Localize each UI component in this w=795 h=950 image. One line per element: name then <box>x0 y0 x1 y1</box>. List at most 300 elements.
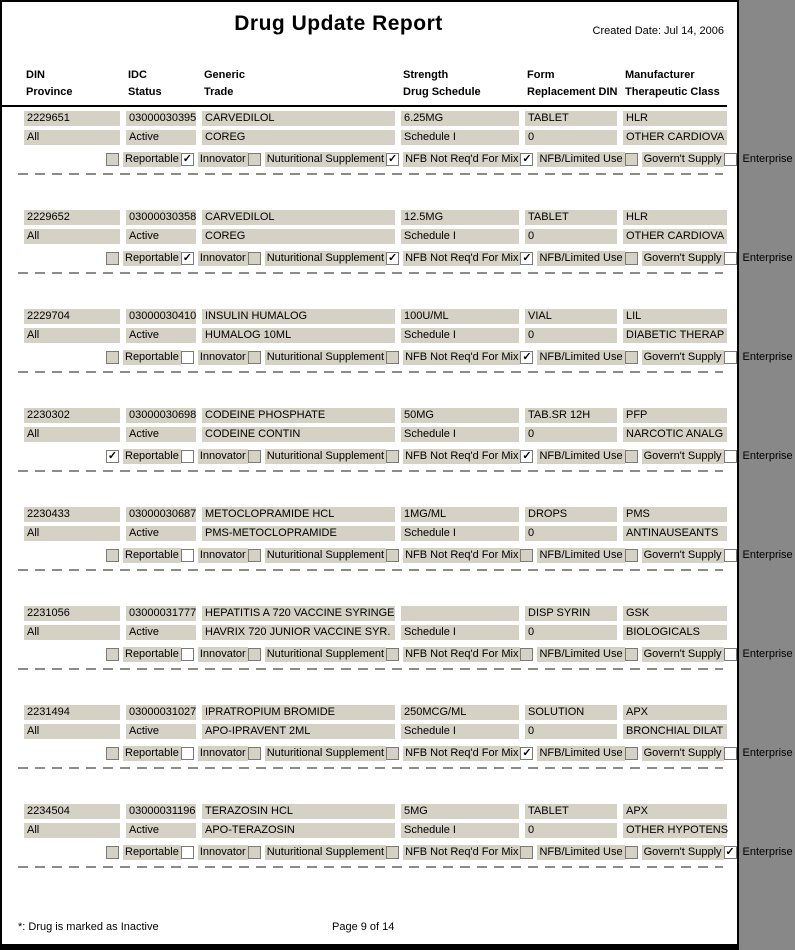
replacement-din-value: 0 <box>525 823 617 838</box>
header-din: DIN <box>26 69 45 81</box>
nutritional-supplement-label: Nuturitional Supplement <box>266 845 385 858</box>
government-supply-checkbox <box>625 351 638 364</box>
province-value: All <box>24 427 120 442</box>
enterprise-label: Enterprise <box>742 251 793 264</box>
innovator-flag <box>181 845 248 860</box>
government-supply-label: Govern't Supply <box>643 251 722 264</box>
therapeutic-class-value: BRONCHIAL DILAT <box>623 724 727 739</box>
drug-schedule-value: Schedule I <box>401 130 519 145</box>
government-supply-checkbox <box>625 153 638 166</box>
nutritional-supplement-checkbox <box>248 351 261 364</box>
nutritional-supplement-checkbox <box>248 648 261 661</box>
enterprise-label: Enterprise <box>742 350 793 363</box>
government-supply-checkbox <box>625 747 638 760</box>
manufacturer-value: LIL <box>623 309 727 324</box>
status-value: Active <box>126 526 196 541</box>
record-row-1 <box>24 111 727 126</box>
manufacturer-value: HLR <box>623 111 727 126</box>
record-block <box>2 602 793 701</box>
trade-value: APO-IPRAVENT 2ML <box>202 724 395 739</box>
form-value: TABLET <box>525 804 617 819</box>
innovator-checkbox <box>181 747 194 760</box>
nutritional-supplement-checkbox <box>248 747 261 760</box>
province-value: All <box>24 823 120 838</box>
reportable-flag <box>106 647 181 662</box>
drug-schedule-value: Schedule I <box>401 625 519 640</box>
enterprise-flag <box>724 350 795 365</box>
trade-value: COREG <box>202 229 395 244</box>
trade-value: PMS-METOCLOPRAMIDE <box>202 526 395 541</box>
manufacturer-value: APX <box>623 705 727 720</box>
drug-schedule-value: Schedule I <box>401 229 519 244</box>
nfb-not-reqd-label: NFB Not Req'd For Mix <box>405 251 519 264</box>
table-header <box>2 68 727 107</box>
strength-value: 250MCG/ML <box>401 705 519 720</box>
innovator-label: Innovator <box>199 746 246 759</box>
header-province: Province <box>26 86 73 98</box>
therapeutic-class-value: NARCOTIC ANALG <box>623 427 727 442</box>
innovator-flag <box>181 548 248 563</box>
replacement-din-value: 0 <box>525 328 617 343</box>
nfb-not-reqd-checkbox <box>386 648 399 661</box>
records <box>2 107 793 899</box>
enterprise-checkbox <box>724 153 737 166</box>
form-value: TABLET <box>525 210 617 225</box>
trade-value: HAVRIX 720 JUNIOR VACCINE SYR. <box>202 625 395 640</box>
din-value: 2231494 <box>24 705 120 720</box>
enterprise-label: Enterprise <box>742 152 793 165</box>
nfb-not-reqd-label: NFB Not Req'd For Mix <box>405 449 519 462</box>
idc-value: 03000031777 <box>126 606 196 621</box>
nfb-not-reqd-checkbox <box>386 549 399 562</box>
flags-row <box>106 151 793 167</box>
nfb-limited-use-checkbox: ✓ <box>522 152 532 165</box>
enterprise-checkbox <box>724 450 737 463</box>
idc-value: 03000031027 <box>126 705 196 720</box>
innovator-checkbox <box>181 846 194 859</box>
inactive-footnote: *: Drug is marked as Inactive <box>18 921 159 933</box>
nutritional-supplement-flag <box>248 845 386 860</box>
enterprise-flag <box>724 647 795 662</box>
nfb-not-reqd-label: NFB Not Req'd For Mix <box>405 152 519 165</box>
government-supply-checkbox <box>625 648 638 661</box>
nfb-not-reqd-checkbox <box>386 351 399 364</box>
record-row-1 <box>24 210 727 225</box>
record-separator <box>18 272 723 274</box>
enterprise-checkbox <box>724 747 737 760</box>
nutritional-supplement-flag <box>248 647 386 662</box>
province-value: All <box>24 328 120 343</box>
flags-row <box>106 844 793 860</box>
din-value: 2229651 <box>24 111 120 126</box>
replacement-din-value: 0 <box>525 229 617 244</box>
nfb-not-reqd-flag <box>386 845 520 860</box>
table-header-row-2 <box>24 85 727 99</box>
nfb-not-reqd-flag <box>386 647 520 662</box>
record-row-2 <box>24 625 727 640</box>
trade-value: HUMALOG 10ML <box>202 328 395 343</box>
nfb-limited-use-label: NFB/Limited Use <box>539 746 623 759</box>
record-block <box>2 800 793 899</box>
record-block <box>2 701 793 800</box>
government-supply-checkbox <box>625 549 638 562</box>
strength-value: 1MG/ML <box>401 507 519 522</box>
government-supply-flag <box>625 251 724 266</box>
reportable-flag <box>106 746 181 761</box>
nfb-limited-use-flag <box>520 152 624 167</box>
record-block <box>2 503 793 602</box>
innovator-checkbox <box>181 351 194 364</box>
enterprise-checkbox: ✓ <box>725 845 735 858</box>
nfb-not-reqd-checkbox: ✓ <box>388 251 398 264</box>
innovator-label: Innovator <box>199 152 246 165</box>
enterprise-label: Enterprise <box>742 548 793 561</box>
enterprise-flag <box>724 746 795 761</box>
innovator-label: Innovator <box>199 548 246 561</box>
province-value: All <box>24 526 120 541</box>
flags-row <box>106 547 793 563</box>
status-value: Active <box>126 130 196 145</box>
reportable-flag <box>106 251 181 266</box>
nfb-limited-use-flag <box>520 845 624 860</box>
nfb-limited-use-checkbox: ✓ <box>522 350 532 363</box>
nutritional-supplement-checkbox <box>248 252 261 265</box>
enterprise-label: Enterprise <box>742 746 793 759</box>
nfb-limited-use-flag <box>520 548 624 563</box>
trade-value: CODEINE CONTIN <box>202 427 395 442</box>
nfb-not-reqd-label: NFB Not Req'd For Mix <box>405 647 519 660</box>
status-value: Active <box>126 625 196 640</box>
page-number: Page 9 of 14 <box>332 921 395 933</box>
government-supply-label: Govern't Supply <box>643 449 722 462</box>
reportable-label: Reportable <box>125 350 179 363</box>
nutritional-supplement-flag <box>248 251 386 266</box>
header-replacement-din: Replacement DIN <box>527 86 618 98</box>
strength-value <box>401 606 519 621</box>
generic-value: CARVEDILOL <box>202 111 395 126</box>
nutritional-supplement-flag <box>248 449 386 464</box>
record-separator <box>18 569 723 571</box>
form-value: DISP SYRIN <box>525 606 617 621</box>
province-value: All <box>24 724 120 739</box>
header-idc: IDC <box>128 69 147 81</box>
manufacturer-value: APX <box>623 804 727 819</box>
nfb-not-reqd-label: NFB Not Req'd For Mix <box>405 548 519 561</box>
reportable-flag <box>106 350 181 365</box>
nfb-limited-use-checkbox: ✓ <box>522 449 532 462</box>
innovator-checkbox <box>181 648 194 661</box>
enterprise-checkbox <box>724 351 737 364</box>
therapeutic-class-value: OTHER CARDIOVA <box>623 229 727 244</box>
government-supply-label: Govern't Supply <box>643 845 722 858</box>
reportable-checkbox: ✓ <box>107 449 118 462</box>
nutritional-supplement-checkbox <box>248 846 261 859</box>
form-value: TABLET <box>525 111 617 126</box>
innovator-flag <box>181 251 248 266</box>
record-row-1 <box>24 309 727 324</box>
reportable-checkbox <box>106 153 119 166</box>
drug-schedule-value: Schedule I <box>401 328 519 343</box>
therapeutic-class-value: OTHER CARDIOVA <box>623 130 727 145</box>
record-row-1 <box>24 705 727 720</box>
flags-row <box>106 646 793 662</box>
innovator-flag <box>181 746 248 761</box>
generic-value: TERAZOSIN HCL <box>202 804 395 819</box>
generic-value: METOCLOPRAMIDE HCL <box>202 507 395 522</box>
record-separator <box>18 866 723 868</box>
record-row-1 <box>24 606 727 621</box>
nfb-limited-use-checkbox <box>520 648 533 661</box>
reportable-label: Reportable <box>125 647 179 660</box>
record-row-2 <box>24 823 727 838</box>
record-row-1 <box>24 408 727 423</box>
status-value: Active <box>126 328 196 343</box>
nfb-limited-use-flag <box>520 647 624 662</box>
manufacturer-value: HLR <box>623 210 727 225</box>
status-value: Active <box>126 823 196 838</box>
nfb-not-reqd-flag <box>386 449 520 464</box>
idc-value: 03000030410 <box>126 309 196 324</box>
generic-value: HEPATITIS A 720 VACCINE SYRINGE <box>202 606 395 621</box>
innovator-flag <box>181 449 248 464</box>
nfb-limited-use-checkbox <box>520 846 533 859</box>
table-header-row-1 <box>24 68 727 82</box>
government-supply-checkbox <box>625 252 638 265</box>
reportable-checkbox <box>106 846 119 859</box>
header-manufacturer: Manufacturer <box>625 69 695 81</box>
status-value: Active <box>126 427 196 442</box>
din-value: 2231056 <box>24 606 120 621</box>
record-separator <box>18 371 723 373</box>
idc-value: 03000030687 <box>126 507 196 522</box>
nfb-limited-use-label: NFB/Limited Use <box>539 548 623 561</box>
therapeutic-class-value: OTHER HYPOTENS <box>623 823 727 838</box>
record-row-1 <box>24 507 727 522</box>
nutritional-supplement-flag <box>248 152 386 167</box>
replacement-din-value: 0 <box>525 130 617 145</box>
enterprise-flag <box>724 548 795 563</box>
record-row-2 <box>24 526 727 541</box>
innovator-label: Innovator <box>199 449 246 462</box>
idc-value: 03000031196 <box>126 804 196 819</box>
record-row-2 <box>24 724 727 739</box>
record-block <box>2 305 793 404</box>
nutritional-supplement-checkbox <box>248 153 261 166</box>
reportable-label: Reportable <box>125 251 179 264</box>
idc-value: 03000030395 <box>126 111 196 126</box>
nfb-limited-use-flag <box>520 251 624 266</box>
record-block <box>2 404 793 503</box>
enterprise-checkbox <box>724 549 737 562</box>
strength-value: 5MG <box>401 804 519 819</box>
reportable-label: Reportable <box>125 845 179 858</box>
replacement-din-value: 0 <box>525 625 617 640</box>
nutritional-supplement-label: Nuturitional Supplement <box>266 152 385 165</box>
record-row-2 <box>24 229 727 244</box>
din-value: 2230433 <box>24 507 120 522</box>
nfb-not-reqd-checkbox <box>386 450 399 463</box>
trade-value: COREG <box>202 130 395 145</box>
record-row-2 <box>24 427 727 442</box>
generic-value: CARVEDILOL <box>202 210 395 225</box>
nfb-not-reqd-checkbox: ✓ <box>388 152 398 165</box>
header-status: Status <box>128 86 162 98</box>
reportable-checkbox <box>106 351 119 364</box>
government-supply-flag <box>625 647 724 662</box>
nfb-limited-use-label: NFB/Limited Use <box>539 845 623 858</box>
nutritional-supplement-flag <box>248 350 386 365</box>
nutritional-supplement-label: Nuturitional Supplement <box>266 647 385 660</box>
nutritional-supplement-checkbox <box>248 549 261 562</box>
province-value: All <box>24 229 120 244</box>
government-supply-label: Govern't Supply <box>643 548 722 561</box>
enterprise-flag <box>724 152 795 167</box>
reportable-flag <box>106 845 181 860</box>
therapeutic-class-value: ANTINAUSEANTS <box>623 526 727 541</box>
province-value: All <box>24 130 120 145</box>
province-value: All <box>24 625 120 640</box>
trade-value: APO-TERAZOSIN <box>202 823 395 838</box>
enterprise-label: Enterprise <box>742 449 793 462</box>
nfb-limited-use-checkbox: ✓ <box>522 251 532 264</box>
page-title: Drug Update Report <box>234 12 443 35</box>
government-supply-flag <box>625 548 724 563</box>
nfb-not-reqd-checkbox <box>386 846 399 859</box>
innovator-checkbox: ✓ <box>182 152 192 165</box>
nfb-limited-use-label: NFB/Limited Use <box>539 647 623 660</box>
innovator-flag <box>181 350 248 365</box>
strength-value: 12.5MG <box>401 210 519 225</box>
government-supply-label: Govern't Supply <box>643 350 722 363</box>
replacement-din-value: 0 <box>525 526 617 541</box>
government-supply-flag <box>625 845 724 860</box>
manufacturer-value: GSK <box>623 606 727 621</box>
enterprise-label: Enterprise <box>742 845 793 858</box>
nfb-not-reqd-flag <box>386 251 520 266</box>
header-form: Form <box>527 69 555 81</box>
record-row-2 <box>24 328 727 343</box>
flags-row <box>106 448 793 464</box>
nutritional-supplement-label: Nuturitional Supplement <box>266 350 385 363</box>
enterprise-flag <box>724 251 795 266</box>
innovator-label: Innovator <box>199 350 246 363</box>
enterprise-checkbox <box>724 648 737 661</box>
reportable-checkbox <box>106 252 119 265</box>
din-value: 2229652 <box>24 210 120 225</box>
report-footer <box>2 921 737 936</box>
government-supply-flag <box>625 152 724 167</box>
nfb-limited-use-flag <box>520 350 624 365</box>
government-supply-flag <box>625 350 724 365</box>
nfb-not-reqd-label: NFB Not Req'd For Mix <box>405 350 519 363</box>
generic-value: CODEINE PHOSPHATE <box>202 408 395 423</box>
generic-value: INSULIN HUMALOG <box>202 309 395 324</box>
innovator-checkbox <box>181 549 194 562</box>
reportable-label: Reportable <box>125 152 179 165</box>
innovator-flag <box>181 647 248 662</box>
reportable-checkbox <box>106 648 119 661</box>
nfb-not-reqd-flag <box>386 350 520 365</box>
nutritional-supplement-label: Nuturitional Supplement <box>266 449 385 462</box>
innovator-flag <box>181 152 248 167</box>
nutritional-supplement-label: Nuturitional Supplement <box>266 548 385 561</box>
nfb-not-reqd-flag <box>386 152 520 167</box>
record-separator <box>18 173 723 175</box>
drug-schedule-value: Schedule I <box>401 427 519 442</box>
enterprise-flag <box>724 449 795 464</box>
din-value: 2229704 <box>24 309 120 324</box>
strength-value: 50MG <box>401 408 519 423</box>
government-supply-checkbox <box>625 450 638 463</box>
record-block <box>2 206 793 305</box>
nfb-not-reqd-label: NFB Not Req'd For Mix <box>405 845 519 858</box>
nfb-not-reqd-checkbox <box>386 747 399 760</box>
strength-value: 100U/ML <box>401 309 519 324</box>
status-value: Active <box>126 229 196 244</box>
government-supply-flag <box>625 449 724 464</box>
enterprise-label: Enterprise <box>742 647 793 660</box>
record-row-2 <box>24 130 727 145</box>
record-row-1 <box>24 804 727 819</box>
replacement-din-value: 0 <box>525 427 617 442</box>
created-date: Created Date: Jul 14, 2006 <box>592 25 724 37</box>
report-header <box>2 2 737 68</box>
innovator-label: Innovator <box>199 251 246 264</box>
manufacturer-value: PMS <box>623 507 727 522</box>
reportable-flag <box>106 449 181 464</box>
enterprise-checkbox <box>724 252 737 265</box>
record-separator <box>18 668 723 670</box>
enterprise-flag <box>724 845 795 860</box>
record-separator <box>18 767 723 769</box>
reportable-flag <box>106 548 181 563</box>
nfb-limited-use-flag <box>520 746 624 761</box>
replacement-din-value: 0 <box>525 724 617 739</box>
reportable-label: Reportable <box>125 548 179 561</box>
drug-schedule-value: Schedule I <box>401 526 519 541</box>
nfb-not-reqd-flag <box>386 746 520 761</box>
nfb-not-reqd-label: NFB Not Req'd For Mix <box>405 746 519 759</box>
drug-schedule-value: Schedule I <box>401 724 519 739</box>
header-generic: Generic <box>204 69 245 81</box>
flags-row <box>106 349 793 365</box>
nutritional-supplement-flag <box>248 746 386 761</box>
reportable-label: Reportable <box>125 449 179 462</box>
nfb-limited-use-label: NFB/Limited Use <box>539 449 623 462</box>
innovator-label: Innovator <box>199 647 246 660</box>
therapeutic-class-value: DIABETIC THERAP <box>623 328 727 343</box>
flags-row <box>106 250 793 266</box>
nfb-limited-use-label: NFB/Limited Use <box>539 251 623 264</box>
reportable-checkbox <box>106 747 119 760</box>
form-value: SOLUTION <box>525 705 617 720</box>
drug-schedule-value: Schedule I <box>401 823 519 838</box>
reportable-flag <box>106 152 181 167</box>
nutritional-supplement-label: Nuturitional Supplement <box>266 746 385 759</box>
record-separator <box>18 470 723 472</box>
status-value: Active <box>126 724 196 739</box>
nfb-limited-use-flag <box>520 449 624 464</box>
nutritional-supplement-flag <box>248 548 386 563</box>
nfb-not-reqd-flag <box>386 548 520 563</box>
din-value: 2230302 <box>24 408 120 423</box>
nfb-limited-use-label: NFB/Limited Use <box>539 152 623 165</box>
generic-value: IPRATROPIUM BROMIDE <box>202 705 395 720</box>
nfb-limited-use-checkbox: ✓ <box>522 746 532 759</box>
header-strength: Strength <box>403 69 449 81</box>
header-therapeutic-class: Therapeutic Class <box>625 86 720 98</box>
therapeutic-class-value: BIOLOGICALS <box>623 625 727 640</box>
